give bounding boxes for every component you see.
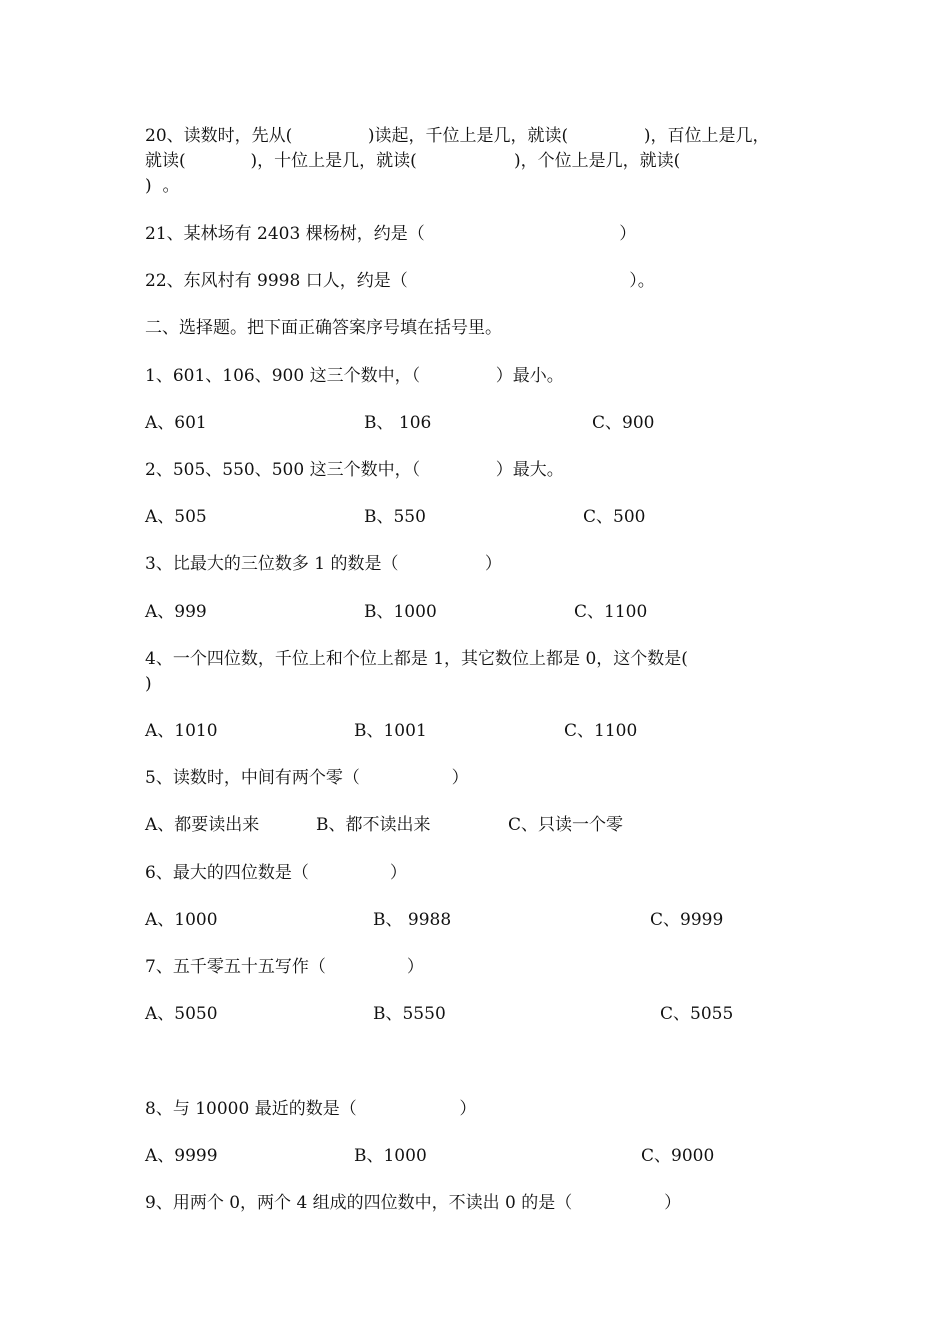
choice-question-1: 1、601、106、900 这三个数中，（ ）最小。 bbox=[145, 366, 564, 386]
option-3-c: C、1100 bbox=[574, 602, 648, 622]
choice-question-7: 7、五千零五十五写作（ ） bbox=[145, 957, 424, 977]
option-1-a: A、601 bbox=[145, 413, 207, 433]
choice-question-4-line-1: 4、一个四位数，千位上和个位上都是 1，其它数位上都是 0，这个数是( bbox=[145, 649, 688, 669]
question-20-line-2: 就读( )，十位上是几，就读( )，个位上是几，就读( bbox=[145, 151, 681, 171]
question-22: 22、东风村有 9998 口人，约是（ ）。 bbox=[145, 271, 655, 291]
choice-question-5: 5、读数时，中间有两个零（ ） bbox=[145, 768, 469, 788]
question-21: 21、某林场有 2403 棵杨树，约是（ ） bbox=[145, 224, 637, 244]
option-4-a: A、1010 bbox=[145, 721, 218, 741]
choice-question-2: 2、505、550、500 这三个数中，（ ）最大。 bbox=[145, 460, 564, 480]
option-2-a: A、505 bbox=[145, 507, 207, 527]
option-4-c: C、1100 bbox=[564, 721, 638, 741]
option-2-b: B、550 bbox=[364, 507, 426, 527]
option-4-b: B、1001 bbox=[354, 721, 427, 741]
option-1-b: B、 106 bbox=[364, 413, 432, 433]
choice-question-8: 8、与 10000 最近的数是（ ） bbox=[145, 1099, 477, 1119]
option-6-b: B、 9988 bbox=[373, 910, 452, 930]
question-20-line-1: 20、读数时，先从( )读起，千位上是几，就读( )，百位上是几， bbox=[145, 126, 770, 146]
option-1-c: C、900 bbox=[592, 413, 655, 433]
option-5-b: B、都不读出来 bbox=[316, 815, 431, 835]
option-8-b: B、1000 bbox=[354, 1146, 427, 1166]
option-5-a: A、都要读出来 bbox=[145, 815, 260, 835]
section-2-heading: 二、选择题。把下面正确答案序号填在括号里。 bbox=[145, 318, 502, 338]
choice-question-6: 6、最大的四位数是（ ） bbox=[145, 863, 407, 883]
option-2-c: C、500 bbox=[583, 507, 646, 527]
option-8-a: A、9999 bbox=[145, 1146, 218, 1166]
question-20-line-3: ) 。 bbox=[145, 176, 180, 196]
option-6-a: A、1000 bbox=[145, 910, 218, 930]
option-7-a: A、5050 bbox=[145, 1004, 218, 1024]
option-3-a: A、999 bbox=[145, 602, 207, 622]
option-6-c: C、9999 bbox=[650, 910, 724, 930]
choice-question-4-line-2: ) bbox=[145, 674, 152, 694]
option-5-c: C、只读一个零 bbox=[508, 815, 624, 835]
option-7-c: C、5055 bbox=[660, 1004, 734, 1024]
option-3-b: B、1000 bbox=[364, 602, 437, 622]
option-7-b: B、5550 bbox=[373, 1004, 446, 1024]
option-8-c: C、9000 bbox=[641, 1146, 715, 1166]
choice-question-9: 9、用两个 0，两个 4 组成的四位数中，不读出 0 的是（ ） bbox=[145, 1193, 682, 1213]
choice-question-3: 3、比最大的三位数多 1 的数是（ ） bbox=[145, 554, 502, 574]
